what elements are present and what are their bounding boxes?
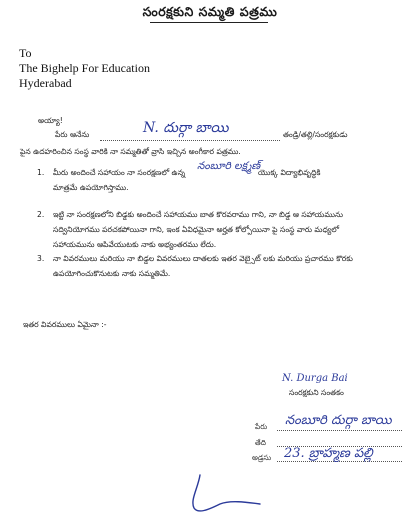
address-field-label: అడ్రసు (252, 453, 272, 462)
item-number: 1. (37, 168, 45, 177)
recipient-to: To (19, 46, 32, 60)
item-1-line-1-suffix: యొక్క విద్యాభివృద్ధికి (258, 168, 321, 177)
declaration-line: పైన ఉదహరించిన సంస్థ వారికి నా సమ్మతితో వ్రాసి ఇచ్చిన అంగీకార పత్రము. (20, 147, 241, 156)
item-number: 3. (37, 254, 45, 263)
handwritten-guardian-name: N. దుర్గా బాయి (143, 120, 229, 136)
item-3-line-2: ఉపయోగించుకొనుటకు నాకు సమ్మతిమే. (53, 269, 171, 278)
name-field-label: పేరు (255, 422, 268, 431)
handwritten-address-field: 23. బ్రాహ్మణ పల్లి (284, 446, 373, 461)
declaration-name-prefix: పేరు ఆనేను (55, 130, 90, 139)
salutation: అయ్యా! (38, 116, 63, 125)
guardian-signature-caption: సంరక్షకుని సంతకం (289, 388, 344, 397)
declaration-name-suffix: తండ్రి/తల్లి/సంరక్షకుడు (283, 130, 348, 139)
handwritten-name-field: నంబూరి దుర్గా బాయి (285, 413, 392, 428)
recipient-organization: The Bighelp For Education (19, 61, 150, 75)
form-title: సంరక్షకుని సమ్మతి పత్రము (142, 4, 278, 19)
item-2-line-2: సద్వినియోగము పరచకపోయినా గాని, ఇంక ఏవిధమైనా అర్హత కోల్పోయినా పై సంస్థ వారు మధ్యలో (53, 225, 340, 234)
date-field-label: తేది (255, 438, 266, 447)
other-details-label: ఇతర వివరములు ఏమైనా :- (23, 320, 107, 329)
item-1-line-2: మాత్రమే ఉపయోగిస్తాము. (53, 183, 129, 192)
item-3-line-1: నా వివరములు మరియు నా బిడ్డల వివరములు దాతలకు ఇతర వెబ్సైట్ లకు మరియు ప్రచారము కొరకు (53, 254, 353, 263)
item-2-line-3: సహాయమును ఆపివేయుటకు నాకు అభ్యంతరము లేదు. (53, 240, 217, 249)
guardian-name-blank (100, 140, 280, 141)
recipient-city: Hyderabad (19, 76, 72, 90)
item-number: 2. (37, 210, 45, 219)
item-1-line-1-prefix: మీరు అందించే సహాయం నా సంరక్షణలో ఉన్న (53, 168, 186, 177)
title-underline (150, 22, 268, 23)
handwritten-signature-name: N. Durga Bai (282, 373, 348, 384)
handwritten-signature-stroke (160, 470, 270, 520)
item-2-line-1: ఇట్టి నా సంరక్షణలోని బిడ్డకు అందించే సహాయము బాత కొరవరాము గాని, నా బిడ్డ ఆ సహాయమును (53, 210, 343, 219)
handwritten-student-name: నంబూరి లక్ష్మణ్ (197, 160, 261, 172)
